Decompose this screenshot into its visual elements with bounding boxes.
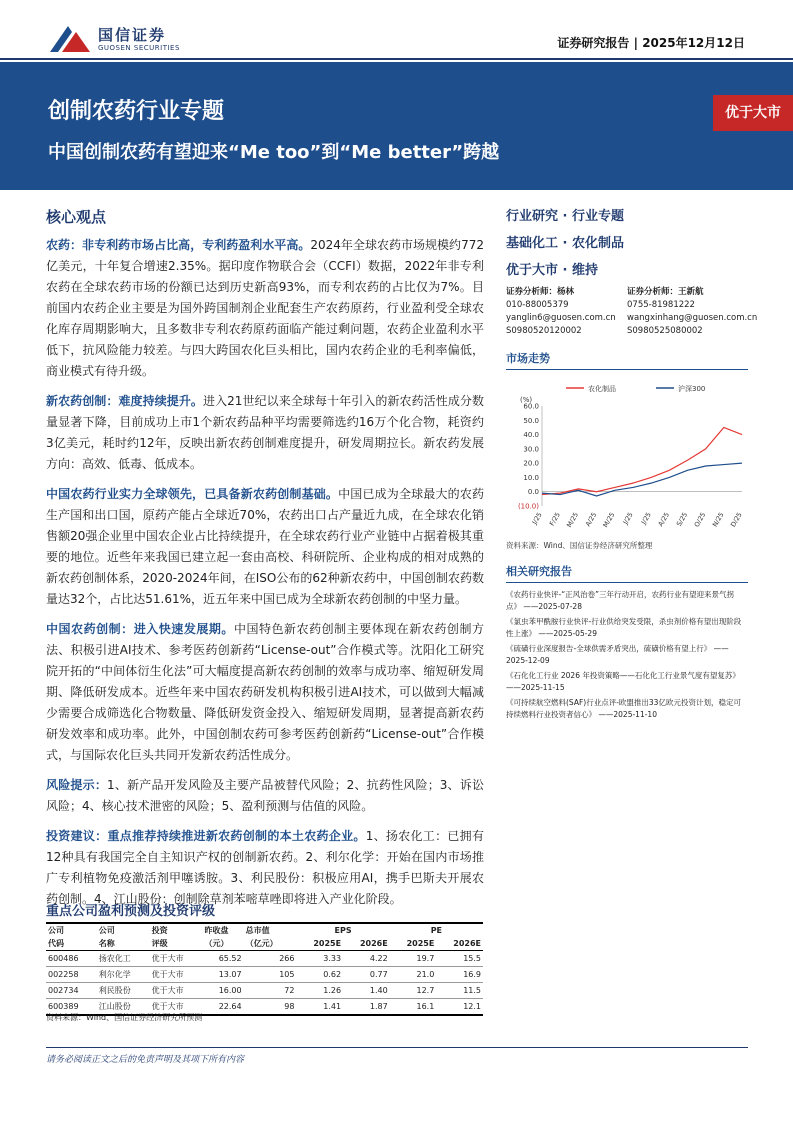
x-tick-label: N/25 bbox=[710, 511, 726, 529]
y-tick-label: 0.0 bbox=[527, 488, 539, 497]
analyst-cert: S0980520120002 bbox=[506, 326, 582, 336]
table-cell: 12.1 bbox=[436, 999, 483, 1016]
related-reports-list bbox=[506, 589, 748, 721]
column-header: EPS bbox=[296, 923, 389, 937]
x-tick-label: A/25 bbox=[656, 511, 672, 528]
paragraph-text: 2024年全球农药市场规模约772亿美元，十年复合增速2.35%。据印度作物联合会（CCFI）数据，2022年非专利农药在全球农药市场的份额已达到历史新高93%，而专利农药的占比仅为7%。目前国内农药企业主要是为国外跨国制剂企业配套生产农药原药，行业盈利受全球农化库存周期影响大，且多数非专利农药原药面临产能过剩问题，农药企业盈利水平低下，抗风险能力较差。与四大跨国农化巨头相比，国内农药企业的毛利率偏低，商业模式有待升级。 bbox=[46, 238, 484, 378]
column-header: 投资 bbox=[150, 923, 203, 937]
title-banner bbox=[0, 62, 793, 190]
table-cell: 1.41 bbox=[296, 999, 343, 1016]
investment-paragraph bbox=[46, 826, 484, 910]
analyst-email[interactable]: wangxinhang@guosen.com.cn bbox=[627, 313, 758, 323]
legend-label: 农化制品 bbox=[588, 385, 616, 393]
y-tick-label: 20.0 bbox=[523, 459, 539, 468]
rating-badge: 优于大市 bbox=[713, 95, 793, 131]
sidebar bbox=[506, 205, 758, 724]
column-header: 昨收盘 bbox=[202, 923, 243, 937]
y-tick-label: 40.0 bbox=[523, 431, 539, 440]
table-cell: 98 bbox=[244, 999, 297, 1016]
meta-separator: | bbox=[633, 36, 643, 50]
table-cell: 11.5 bbox=[436, 983, 483, 999]
table-row bbox=[46, 983, 483, 999]
paragraph-lead: 中国农药创制：进入快速发展期。 bbox=[46, 622, 234, 636]
paragraph-lead: 中国农药行业实力全球领先，已具备新农药创制基础。 bbox=[46, 487, 339, 501]
top-divider bbox=[0, 58, 793, 60]
column-header: 2025E bbox=[296, 937, 343, 951]
y-axis-label: (%) bbox=[520, 396, 533, 404]
y-tick-label: 30.0 bbox=[523, 445, 539, 454]
analyst-email[interactable]: yanglin6@guosen.com.cn bbox=[506, 313, 616, 323]
table-cell: 1.87 bbox=[343, 999, 390, 1016]
column-header: 公司 bbox=[97, 923, 150, 937]
paragraph-text: 1、新产品开发风险及主要产品被替代风险；2、抗药性风险；3、诉讼风险；4、核心技术泄密的风险；5、盈利预测与估值的风险。 bbox=[46, 778, 484, 813]
x-tick-label: O/25 bbox=[692, 511, 708, 529]
x-tick-label: D/25 bbox=[729, 511, 744, 529]
paragraph-lead: 风险提示： bbox=[46, 778, 108, 792]
table-header-row bbox=[46, 937, 483, 951]
y-tick-label: 10.0 bbox=[523, 473, 539, 482]
y-tick-label: (10.0) bbox=[517, 502, 539, 511]
forecast-table-title: 重点公司盈利预测及投资评级 bbox=[46, 904, 216, 919]
table-cell: 0.62 bbox=[296, 967, 343, 983]
table-cell: 600486 bbox=[46, 951, 97, 967]
risk-paragraph bbox=[46, 775, 484, 817]
table-cell: 22.64 bbox=[202, 999, 243, 1016]
analyst-phone: 0755-81981222 bbox=[627, 300, 695, 310]
x-tick-label: J/25 bbox=[621, 511, 635, 526]
table-cell: 72 bbox=[244, 983, 297, 999]
table-cell: 16.00 bbox=[202, 983, 243, 999]
sector-tag: 基础化工 · 农化制品 bbox=[506, 236, 624, 251]
market-trend-chart bbox=[506, 376, 748, 536]
table-cell: 12.7 bbox=[390, 983, 437, 999]
paragraph-text: 中国已成为全球最大的农药生产国和出口国，原药产能占全球近70%，农药出口占产量近九成，在全球农化销售额20强企业里中国农企业占比持续提升，在全球农药行业产业链中占据着极其重要的地位。近些年来我国已建立起一套由高校、科研院所、企业构成的相对成熟的新农药创制体系，2020-2024年间，在ISO公布的62种新农药中，中国创制农药数量达32个，占比达51.61%，近五年来中国已成为全球新农药创制的中坚力量。 bbox=[46, 487, 484, 606]
table-cell: 002258 bbox=[46, 967, 97, 983]
table-cell: 优于大市 bbox=[150, 967, 203, 983]
report-meta bbox=[557, 34, 745, 51]
report-title: 创制农药行业专题 bbox=[48, 99, 225, 124]
table-cell: 1.26 bbox=[296, 983, 343, 999]
related-report-item[interactable]: 《可持续航空燃料(SAF)行业点评-欧盟推出33亿欧元投资计划，稳定可持续燃料行业投资者信心》 ——2025-11-10 bbox=[506, 698, 741, 719]
report-subtitle: 中国创制农药有望迎来“Me too”到“Me better”跨越 bbox=[48, 142, 500, 163]
x-tick-label: A/25 bbox=[583, 511, 599, 528]
x-tick-label: J/25 bbox=[639, 511, 653, 526]
table-cell: 优于大市 bbox=[150, 983, 203, 999]
table-cell: 13.07 bbox=[202, 967, 243, 983]
core-views-section bbox=[46, 200, 484, 919]
table-row bbox=[46, 967, 483, 983]
table-cell: 105 bbox=[244, 967, 297, 983]
table-header-row bbox=[46, 923, 483, 937]
report-date: 2025年12月12日 bbox=[642, 36, 745, 50]
legend-label: 沪深300 bbox=[678, 385, 706, 393]
column-header: （亿元） bbox=[244, 937, 297, 951]
related-report-item[interactable]: 《石化化工行业 2026 年投资策略——石化化工行业景气度有望复苏》 ——2025-11-15 bbox=[506, 671, 740, 692]
industry-tag: 行业研究 · 行业专题 bbox=[506, 209, 624, 224]
related-report-item[interactable]: 《氯虫苯甲酰胺行业快评-行业供给突发受限，杀虫剂价格有望出现阶段性上涨》 ——2025-05-29 bbox=[506, 617, 742, 638]
table-cell: 0.77 bbox=[343, 967, 390, 983]
paragraph-text: 进入21世纪以来全球每十年引入的新农药活性成分数量显著下降，目前成功上市1个新农药品种平均需要筛选约16万个化合物，耗资约3亿美元，耗时约12年，反映出新农药创制难度提升，研发周期拉长。新农药发展方向：高效、低毒、低成本。 bbox=[46, 394, 484, 471]
analyst-role: 证券分析师： bbox=[627, 287, 679, 297]
column-header: 名称 bbox=[97, 937, 150, 951]
series-line bbox=[542, 463, 742, 496]
table-cell: 江山股份 bbox=[97, 999, 150, 1016]
table-source: 资料来源：Wind、国信证券经济研究所预测 bbox=[46, 1013, 203, 1022]
related-report-item[interactable]: 《农药行业快评-“正风治卷”三年行动开启，农药行业有望迎来景气拐点》 ——2025-07-28 bbox=[506, 590, 734, 611]
analyst-cert: S0980525080002 bbox=[627, 326, 703, 336]
series-line bbox=[542, 427, 742, 494]
table-cell: 15.5 bbox=[436, 951, 483, 967]
table-cell: 002734 bbox=[46, 983, 97, 999]
paragraph-lead: 新农药创制：难度持续提升。 bbox=[46, 394, 204, 408]
table-cell: 600389 bbox=[46, 999, 97, 1016]
column-header: 总市值 bbox=[244, 923, 297, 937]
table-cell: 优于大市 bbox=[150, 999, 203, 1016]
logo-name-en: GUOSEN SECURITIES bbox=[98, 44, 180, 52]
column-header: 代码 bbox=[46, 937, 97, 951]
x-tick-label: S/25 bbox=[674, 511, 690, 528]
table-cell: 1.40 bbox=[343, 983, 390, 999]
chart-source: 资料来源：Wind、国信证券经济研究所整理 bbox=[506, 541, 653, 550]
table-cell: 65.52 bbox=[202, 951, 243, 967]
table-row bbox=[46, 951, 483, 967]
disclaimer-footer: 请务必阅读正文之后的免责声明及其项下所有内容 bbox=[46, 1055, 245, 1065]
column-header: PE bbox=[390, 923, 483, 937]
table-cell: 3.33 bbox=[296, 951, 343, 967]
guosen-logo-icon bbox=[48, 22, 92, 56]
column-header: 公司 bbox=[46, 923, 97, 937]
table-cell: 266 bbox=[244, 951, 297, 967]
analyst-role: 证券分析师： bbox=[506, 287, 558, 297]
analyst-phone: 010-88005379 bbox=[506, 300, 569, 310]
core-paragraph bbox=[46, 235, 484, 382]
column-header: 2025E bbox=[390, 937, 437, 951]
table-cell: 21.0 bbox=[390, 967, 437, 983]
related-report-item[interactable]: 《硫磺行业深度报告-全球供需矛盾突出，硫磺价格有望上行》 ——2025-12-09 bbox=[506, 644, 729, 665]
table-cell: 优于大市 bbox=[150, 951, 203, 967]
paragraph-lead: 农药：非专利药市场占比高，专利药盈利水平高。 bbox=[46, 238, 311, 252]
report-type: 证券研究报告 bbox=[557, 36, 630, 50]
market-trend-heading: 市场走势 bbox=[506, 350, 748, 370]
column-header: 评级 bbox=[150, 937, 203, 951]
analyst-block bbox=[506, 286, 758, 338]
x-tick-label: F/25 bbox=[547, 511, 562, 528]
table-cell: 利尔化学 bbox=[97, 967, 150, 983]
paragraph-text: 中国特色新农药创制主要体现在新农药创制方法、积极引进AI技术、参考医药创新药“License-out”合作模式等。沈阳化工研究院开拓的“中间体衍生化法”可大幅度提高新农药创制的效率与成功率、缩短研发周期、降低研发成本。近些年来中国农药研发机构积极引进AI技术，可以做到大幅减少需要合成筛选化合物数量、降低研发资金投入、缩短研发周期，显著提高新农药研发效率和成功率。此外，中国创制农药可参考医药创新药“License-out”合作模式，与国际农化巨头共同开发新农药活性成分。 bbox=[46, 622, 484, 762]
core-paragraph bbox=[46, 391, 484, 475]
x-tick-label: J/25 bbox=[530, 511, 544, 526]
y-tick-label: 60.0 bbox=[523, 402, 539, 411]
y-tick-label: 50.0 bbox=[523, 416, 539, 425]
table-cell: 19.7 bbox=[390, 951, 437, 967]
column-header: 2026E bbox=[436, 937, 483, 951]
analyst-name: 王新航 bbox=[678, 287, 704, 297]
column-header: （元） bbox=[202, 937, 243, 951]
rating-tag: 优于大市 · 维持 bbox=[506, 263, 598, 278]
x-tick-label: M/25 bbox=[565, 511, 581, 529]
table-cell: 16.9 bbox=[436, 967, 483, 983]
company-logo bbox=[48, 22, 208, 56]
column-header: 2026E bbox=[343, 937, 390, 951]
table-cell: 16.1 bbox=[390, 999, 437, 1016]
x-tick-label: M/25 bbox=[601, 511, 617, 529]
table-cell: 利民股份 bbox=[97, 983, 150, 999]
related-reports-heading: 相关研究报告 bbox=[506, 563, 748, 583]
analyst-card bbox=[506, 286, 627, 338]
forecast-table bbox=[46, 922, 483, 1016]
core-views-heading: 核心观点 bbox=[46, 208, 107, 226]
analyst-card bbox=[627, 286, 758, 338]
paragraph-lead: 投资建议：重点推荐持续推进新农药创制的本土农药企业。 bbox=[46, 829, 366, 843]
core-paragraph bbox=[46, 484, 484, 610]
table-cell: 4.22 bbox=[343, 951, 390, 967]
analyst-name: 杨林 bbox=[557, 287, 575, 297]
logo-name-cn: 国信证券 bbox=[98, 26, 167, 44]
bottom-divider bbox=[46, 1047, 748, 1048]
paragraph-text: 1、扬农化工：已拥有12种具有我国完全自主知识产权的创制新农药。2、利尔化学：开始在国内市场推广专利植物免疫激活剂甲噻诱胺。3、利民股份：积极应用AI，携手巴斯夫开展农药创制。4、江山股份：创制除草剂苯嘧草唑即将进入产业化阶段。 bbox=[46, 829, 484, 906]
table-cell: 扬农化工 bbox=[97, 951, 150, 967]
core-paragraph bbox=[46, 619, 484, 766]
